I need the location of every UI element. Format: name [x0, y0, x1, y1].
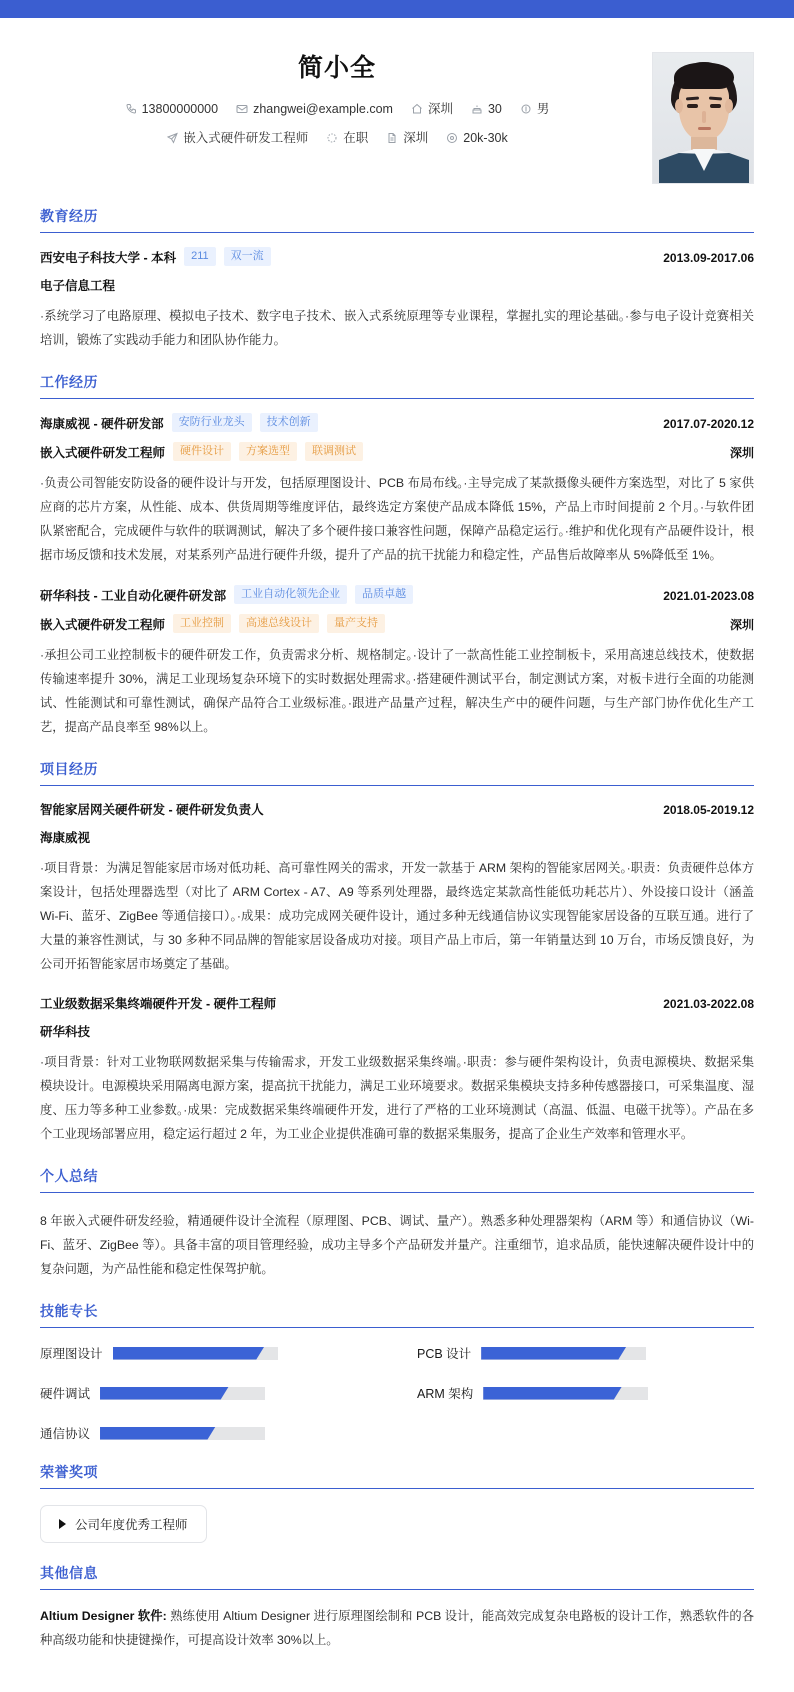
project-description: ·项目背景：为满足智能家居市场对低功耗、高可靠性网关的需求，开发一款基于 ARM 架构的智能家居网关。·职责：负责硬件总体方案设计，包括处理器选型（对比了 ARM Cortex - A7、A9 等系列处理器，最终选定某款高性能低功耗芯片）、外设接口设计（涵盖 Wi-Fi、蓝牙、ZigBee 等通信接口）。·成果：成功完成网关硬件设计，通过多种无线通信协议实现智能家居设备的互联互通。进行了大量的兼容性测试，与 30 多种不同品牌的智能家居设备成功对接。项目产品上市后，第一年销量达到 10 万台，市场反馈良好，为公司开拓智能家居市场奠定了基础。 — [40, 861, 754, 971]
top-accent-bar — [0, 0, 794, 16]
target-icon — [166, 132, 178, 144]
project-name: 智能家居网关硬件研发 - 硬件研发负责人 — [40, 803, 264, 817]
contact-work-city — [386, 127, 428, 149]
skill-progress-fill — [481, 1347, 626, 1360]
work-role-left — [40, 442, 363, 461]
summary-text: 8 年嵌入式硬件研发经验，精通硬件设计全流程（原理图、PCB、调试、量产）。熟悉多种处理器架构（ARM 等）和通信协议（Wi-Fi、蓝牙、ZigBee 等）。具备丰富的项目管理经验，成功主导多个产品研发并量产。注重细节，追求品质，能快速解决硬件设计中的复杂问题，为产品性能和稳定性保驾护航。 — [40, 1214, 754, 1276]
section-title-education: 教育经历 — [40, 206, 754, 233]
section-title-honors: 荣誉奖项 — [40, 1462, 754, 1489]
work-role-tag: 高速总线设计 — [239, 614, 319, 633]
skill-label: ARM 架构 — [417, 1387, 474, 1401]
section-title-summary: 个人总结 — [40, 1166, 754, 1193]
skill-progress-fill — [100, 1387, 229, 1400]
contact-salary — [446, 127, 507, 149]
skill-item — [40, 1384, 377, 1402]
work-entry-left — [40, 413, 318, 432]
gender-icon — [520, 103, 532, 115]
education-entry-left — [40, 247, 271, 266]
skill-progress-track — [483, 1387, 648, 1400]
contact-work-city-text: 深圳 — [403, 131, 429, 145]
contact-hometown-text: 深圳 — [427, 102, 453, 116]
contact-phone — [125, 98, 218, 120]
contact-job-status — [326, 127, 368, 149]
other-item-text: 熟练使用 Altium Designer 进行原理图绘制和 PCB 设计，能高效完成复杂电路板的设计工作，熟悉软件的各种高级功能和快捷键操作，可提高设计效率 30%以上。 — [40, 1609, 754, 1647]
education-school: 西安电子科技大学 - 本科 — [40, 250, 177, 265]
project-date: 2021.03-2022.08 — [663, 997, 754, 1011]
contact-info — [40, 98, 634, 149]
contact-email — [236, 98, 393, 120]
work-role: 嵌入式硬件研发工程师 — [40, 445, 166, 460]
work-company-tag: 安防行业龙头 — [172, 413, 252, 432]
resume-header — [0, 18, 794, 186]
project-name: 工业级数据采集终端硬件开发 - 硬件工程师 — [40, 997, 277, 1011]
section-title-work: 工作经历 — [40, 372, 754, 399]
section-education — [40, 206, 754, 352]
skill-progress-fill — [100, 1427, 216, 1440]
skills-grid — [40, 1344, 754, 1442]
contact-job-status-text: 在职 — [343, 131, 369, 145]
skill-progress-track — [481, 1347, 646, 1360]
work-company-tag: 工业自动化领先企业 — [234, 585, 347, 604]
work-role-row — [40, 442, 754, 461]
project-description: ·项目背景：针对工业物联网数据采集与传输需求，开发工业级数据采集终端。·职责：参与硬件架构设计，负责电源模块、数据采集模块设计。电源模块采用隔离电源方案，提高抗干扰能力，满足工业环境要求。数据采集模块支持多种传感器接口，可采集温度、湿度、压力等多种工业参数。·成果：完成数据采集终端硬件开发，进行了严格的工业环境测试（高温、低温、电磁干扰等）。产品在多个工业现场部署应用，稳定运行超过 2 年，为工业企业提供准确可靠的数据采集服务，提高了企业生产效率和管理水平。 — [40, 1055, 754, 1141]
work-entry-header — [40, 585, 754, 604]
skill-label: PCB 设计 — [417, 1347, 472, 1361]
project-entry-header — [40, 800, 754, 818]
contact-salary-text: 20k-30k — [463, 131, 508, 145]
honor-label: 公司年度优秀工程师 — [75, 1518, 188, 1532]
skill-progress-track — [113, 1347, 278, 1360]
home-icon — [411, 103, 423, 115]
work-role-left — [40, 614, 385, 633]
skill-label: 通信协议 — [40, 1427, 91, 1441]
work-company: 研华科技 - 工业自动化硬件研发部 — [40, 588, 227, 603]
education-entry-header — [40, 247, 754, 266]
contact-gender — [520, 98, 550, 120]
education-entry — [40, 247, 754, 352]
work-company-tag: 品质卓越 — [355, 585, 413, 604]
section-title-skills: 技能专长 — [40, 1301, 754, 1328]
section-summary — [40, 1166, 754, 1281]
contact-age — [471, 98, 502, 120]
education-date: 2013.09-2017.06 — [663, 250, 754, 265]
contact-email-text: zhangwei@example.com — [253, 102, 393, 116]
resume-body — [0, 206, 794, 1692]
skill-progress-fill — [483, 1387, 622, 1400]
skill-label: 原理图设计 — [40, 1347, 103, 1361]
document-icon — [386, 132, 398, 144]
status-icon — [326, 132, 338, 144]
work-role: 嵌入式硬件研发工程师 — [40, 617, 166, 632]
skill-progress-fill — [113, 1347, 265, 1360]
contact-age-text: 30 — [487, 102, 502, 116]
skill-label: 硬件调试 — [40, 1387, 91, 1401]
phone-icon — [125, 103, 137, 115]
skill-item — [417, 1384, 754, 1402]
work-date: 2021.01-2023.08 — [663, 588, 754, 603]
work-company: 海康威视 - 硬件研发部 — [40, 416, 164, 431]
section-title-other: 其他信息 — [40, 1563, 754, 1590]
work-role-tag: 硬件设计 — [173, 442, 231, 461]
education-description: ·系统学习了电路原理、模拟电子技术、数字电子技术、嵌入式系统原理等专业课程，掌握扎实的理论基础。·参与电子设计竞赛相关培训，锻炼了实践动手能力和团队协作能力。 — [40, 309, 754, 347]
work-entry-left — [40, 585, 413, 604]
project-entry — [40, 994, 754, 1146]
salary-icon — [446, 132, 458, 144]
work-date: 2017.07-2020.12 — [663, 416, 754, 431]
work-location: 深圳 — [729, 617, 754, 632]
contact-line-1 — [40, 98, 634, 120]
skill-item — [40, 1424, 377, 1442]
skill-item — [40, 1344, 377, 1362]
work-role-tag: 工业控制 — [173, 614, 231, 633]
contact-phone-text: 13800000000 — [141, 102, 219, 116]
cake-icon — [471, 103, 483, 115]
education-tag: 211 — [184, 247, 216, 266]
section-work — [40, 372, 754, 739]
other-item-label: Altium Designer 软件: — [40, 1609, 167, 1623]
section-project — [40, 759, 754, 1146]
contact-line-2 — [40, 127, 634, 149]
education-major: 电子信息工程 — [40, 279, 116, 293]
avatar — [652, 52, 754, 184]
work-role-row — [40, 614, 754, 633]
skill-item — [417, 1344, 754, 1362]
work-company-tag: 技术创新 — [260, 413, 318, 432]
work-entry-header — [40, 413, 754, 432]
contact-gender-text: 男 — [536, 102, 550, 116]
page-title: 简小全 — [297, 54, 376, 82]
work-entry — [40, 585, 754, 739]
education-tag: 双一流 — [224, 247, 271, 266]
work-description: ·负责公司智能安防设备的硬件设计与开发，包括原理图设计、PCB 布局布线。·主导完成了某款摄像头硬件方案选型，对比了 5 家供应商的芯片方案，从性能、成本、供货周期等维度评估，最终选定方案使产品成本降低 15%，产品上市时间提前 2 个月。·与软件团队紧密配合，完成硬件与软件的联调测试，解决了多个硬件接口兼容性问题，保障产品稳定运行。·维护和优化现有产品硬件设计，根据市场反馈和技术发展，对某系列产品进行硬件升级，提升了产品的抗干扰能力和稳定性，产品售后故障率从 5%降低至 1%。 — [40, 476, 754, 562]
work-entry — [40, 413, 754, 567]
honor-item[interactable] — [40, 1505, 207, 1543]
skill-progress-track — [100, 1427, 265, 1440]
work-role-tag: 量产支持 — [327, 614, 385, 633]
other-item — [40, 1604, 754, 1652]
project-entry-header — [40, 994, 754, 1012]
project-company: 研华科技 — [40, 1025, 91, 1039]
work-role-tag: 方案选型 — [239, 442, 297, 461]
section-other — [40, 1563, 754, 1652]
section-skills — [40, 1301, 754, 1442]
section-honors — [40, 1462, 754, 1543]
project-date: 2018.05-2019.12 — [663, 803, 754, 817]
project-company: 海康威视 — [40, 831, 91, 845]
mail-icon — [236, 103, 248, 115]
skill-progress-track — [100, 1387, 265, 1400]
project-entry — [40, 800, 754, 976]
section-title-project: 项目经历 — [40, 759, 754, 786]
play-triangle-icon — [59, 1519, 66, 1529]
work-location: 深圳 — [729, 445, 754, 460]
contact-target-position-text: 嵌入式硬件研发工程师 — [183, 131, 309, 145]
contact-hometown — [411, 98, 453, 120]
work-description: ·承担公司工业控制板卡的硬件研发工作，负责需求分析、规格制定。·设计了一款高性能工业控制板卡，采用高速总线技术，使数据传输速率提升 30%，满足工业现场复杂环境下的实时数据处理需求。·搭建硬件测试平台，制定测试方案，对板卡进行全面的功能测试、性能测试和可靠性测试，确保产品符合工业级标准。·跟进产品量产过程，解决生产中的硬件问题，与生产部门协作优化生产工艺，提高产品良率至 98%以上。 — [40, 648, 754, 734]
work-role-tag: 联调测试 — [305, 442, 363, 461]
contact-target-position — [166, 127, 308, 149]
